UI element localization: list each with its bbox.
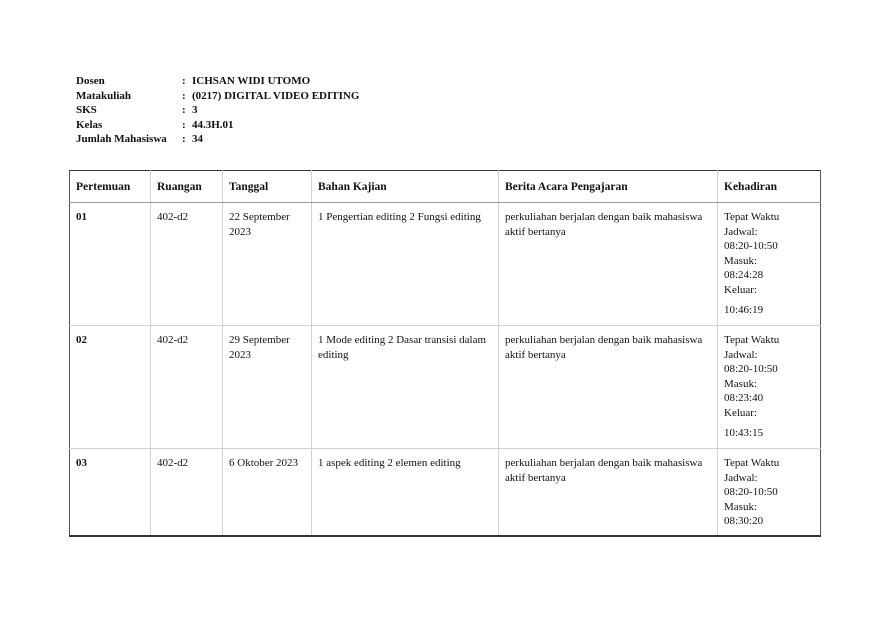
info-row-matakuliah (76, 89, 359, 104)
berita-acara-cell: perkuliahan berjalan dengan baik mahasiswa aktif bertanya (499, 203, 718, 326)
kehadiran-status: Tepat Waktu (724, 211, 780, 223)
colon: : (182, 118, 186, 131)
colon: : (182, 104, 186, 116)
kehadiran-status: Tepat Waktu (724, 457, 780, 469)
jadwal-label: Jadwal: (724, 471, 758, 484)
col-header-bahan-kajian: Bahan Kajian (312, 171, 499, 203)
kehadiran-cell (718, 326, 821, 449)
masuk-label: Masuk: (724, 254, 757, 267)
attendance-table (69, 170, 821, 537)
info-row-kelas (76, 118, 359, 133)
info-row-dosen (76, 74, 359, 89)
pertemuan-cell: 02 (70, 326, 151, 449)
masuk-value: 08:24:28 (724, 269, 764, 281)
jadwal-value: 08:20-10:50 (724, 486, 778, 498)
ruangan-cell: 402-d2 (151, 326, 223, 449)
jadwal-value: 08:20-10:50 (724, 363, 778, 375)
colon: : (182, 75, 186, 87)
tanggal-cell: 6 Oktober 2023 (223, 449, 312, 536)
matakuliah-value: (0217) DIGITAL VIDEO EDITING (192, 89, 360, 102)
jadwal-label: Jadwal: (724, 348, 758, 361)
masuk-value: 08:23:40 (724, 392, 764, 404)
info-row-jumlah (76, 132, 359, 147)
col-header-berita-acara: Berita Acara Pengajaran (499, 171, 718, 203)
jumlah-value: 34 (192, 133, 203, 145)
kehadiran-status: Tepat Waktu (724, 334, 780, 346)
kelas-value: 44.3H.01 (192, 118, 234, 131)
col-header-ruangan: Ruangan (151, 171, 223, 203)
masuk-label: Masuk: (724, 500, 757, 513)
ruangan-cell: 402-d2 (151, 449, 223, 536)
keluar-value: 10:43:15 (724, 427, 764, 439)
col-header-kehadiran: Kehadiran (718, 171, 821, 203)
col-header-pertemuan: Pertemuan (70, 171, 151, 203)
col-header-tanggal: Tanggal (223, 171, 312, 203)
kehadiran-cell (718, 203, 821, 326)
kehadiran-cell (718, 449, 821, 536)
keluar-label: Keluar: (724, 406, 757, 419)
colon: : (182, 133, 186, 145)
table-row (70, 326, 821, 449)
sks-value: 3 (192, 104, 198, 116)
jadwal-label: Jadwal: (724, 225, 758, 238)
keluar-value: 10:46:19 (724, 304, 764, 316)
table-header-row (70, 171, 821, 203)
matakuliah-label: Matakuliah (76, 89, 132, 102)
jadwal-value: 08:20-10:50 (724, 240, 778, 252)
sks-label: SKS (76, 104, 97, 116)
tanggal-cell: 22 September 2023 (223, 203, 312, 326)
berita-acara-cell: perkuliahan berjalan dengan baik mahasiswa aktif bertanya (499, 449, 718, 536)
colon: : (182, 89, 186, 102)
bahan-kajian-cell: 1 aspek editing 2 elemen editing (312, 449, 499, 536)
dosen-value: ICHSAN WIDI UTOMO (192, 75, 311, 87)
bahan-kajian-cell: 1 Pengertian editing 2 Fungsi editing (312, 203, 499, 326)
bahan-kajian-cell: 1 Mode editing 2 Dasar transisi dalam editing (312, 326, 499, 449)
masuk-value: 08:30:20 (724, 515, 764, 527)
pertemuan-cell: 01 (70, 203, 151, 326)
ruangan-cell: 402-d2 (151, 203, 223, 326)
course-info (76, 74, 359, 147)
berita-acara-cell: perkuliahan berjalan dengan baik mahasiswa aktif bertanya (499, 326, 718, 449)
masuk-label: Masuk: (724, 377, 757, 390)
kelas-label: Kelas (76, 118, 103, 131)
table-row (70, 449, 821, 536)
keluar-label: Keluar: (724, 283, 757, 296)
tanggal-cell: 29 September 2023 (223, 326, 312, 449)
dosen-label: Dosen (76, 75, 105, 87)
jumlah-label: Jumlah Mahasiswa (76, 133, 167, 145)
table-row (70, 203, 821, 326)
pertemuan-cell: 03 (70, 449, 151, 536)
info-row-sks (76, 103, 359, 118)
